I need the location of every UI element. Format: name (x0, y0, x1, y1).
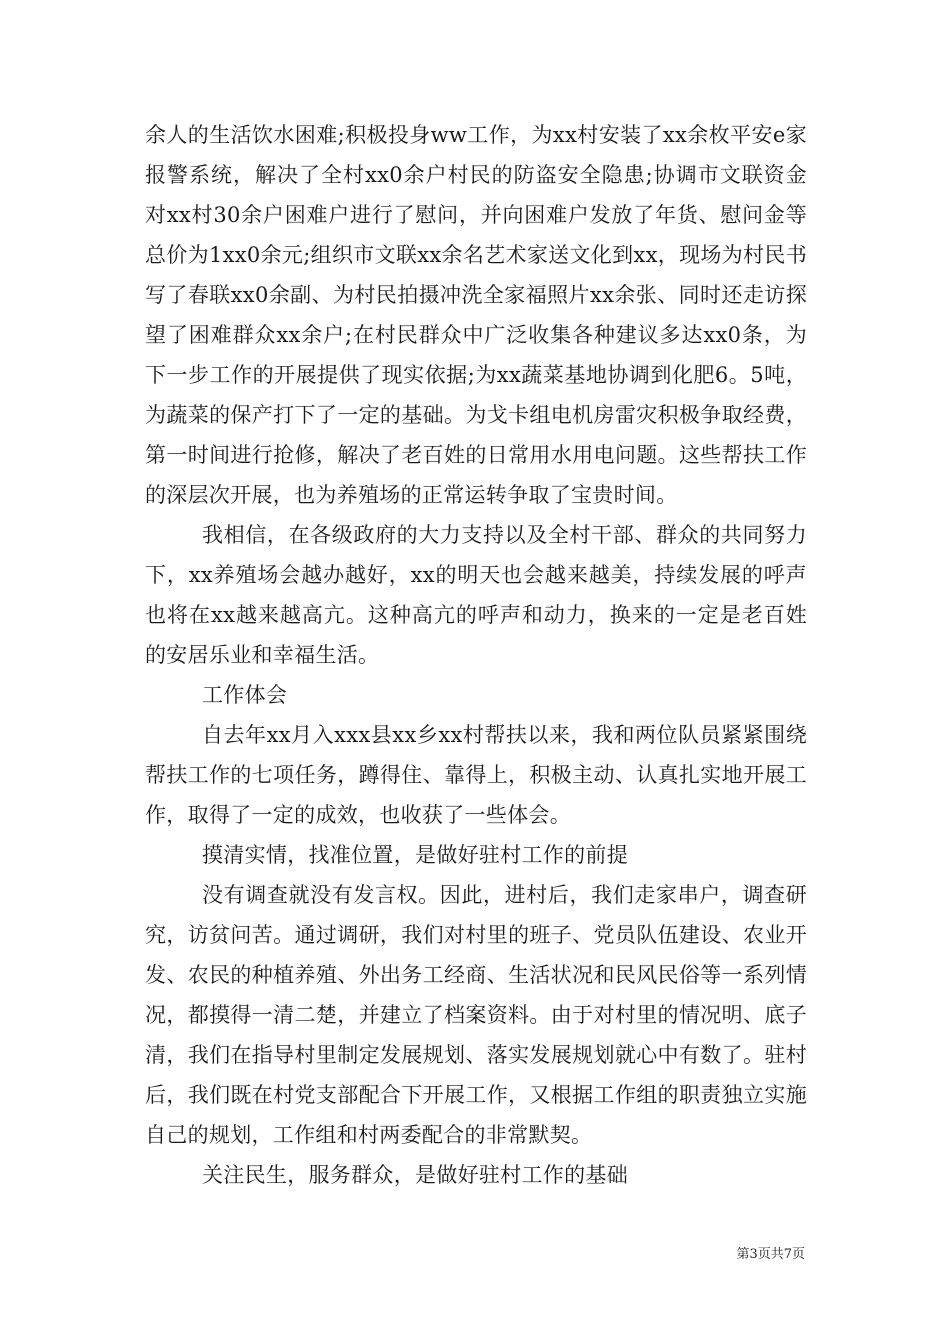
paragraph-investigation: 没有调查就没有发言权。因此，进村后，我们走家串户，调查研究，访贫问苦。通过调研，我们对村里的班子、党员队伍建设、农业开发、农民的种植养殖、外出务工经商、生活状况和民风民俗等一系列情况，都摸得一清二楚，并建立了档案资料。由于对村里的情况明、底子清，我们在指导村里制定发展规划、落实发展规划就心中有数了。驻村后，我们既在村党支部配合下开展工作，又根据工作组的职责独立实施自己的规划，工作组和村两委配合的非常默契。 (145, 883, 807, 1147)
subheading-serve-people: 关注民生，服务群众，是做好驻村工作的基础 (202, 1163, 628, 1187)
paragraph-closing-statement: 我相信，在各级政府的大力支持以及全村干部、群众的共同努力下，xx养殖场会越办越好，xx的明天也会越来越美，持续发展的呼声也将在xx越来越高亢。这种高亢的呼声和动力，换来的一定是老百姓的安居乐业和幸福生活。 (145, 523, 807, 667)
paragraph-continuation: 余人的生活饮水困难;积极投身ww工作，为xx村安装了xx余枚平安e家报警系统，解决了全村xx0余户村民的防盗安全隐患;协调市文联资金对xx村30余户困难户进行了慰问，并向困难户发放了年货、慰问金等总价为1xx0余元;组织市文联xx余名艺术家送文化到xx，现场为村民书写了春联xx0余副、为村民拍摄冲洗全家福照片xx余张、同时还走访探望了困难群众xx余户;在村民群众中广泛收集各种建议多达xx0条，为下一步工作的开展提供了现实依据;为xx蔬菜基地协调到化肥6。5吨，为蔬菜的保产打下了一定的基础。为戈卡组电机房雷灾积极争取经费，第一时间进行抢修，解决了老百姓的日常用水用电问题。这些帮扶工作的深层次开展，也为养殖场的正常运转争取了宝贵时间。 (145, 123, 807, 507)
section-heading-work-experience: 工作体会 (202, 683, 288, 707)
document-body (145, 115, 807, 1195)
subheading-understand-situation: 摸清实情，找准位置，是做好驻村工作的前提 (202, 843, 628, 867)
page-number-footer: 第3页共7页 (736, 1247, 805, 1262)
paragraph-intro: 自去年xx月入xxx县xx乡xx村帮扶以来，我和两位队员紧紧围绕帮扶工作的七项任务，蹲得住、靠得上，积极主动、认真扎实地开展工作，取得了一定的成效，也收获了一些体会。 (145, 723, 807, 827)
